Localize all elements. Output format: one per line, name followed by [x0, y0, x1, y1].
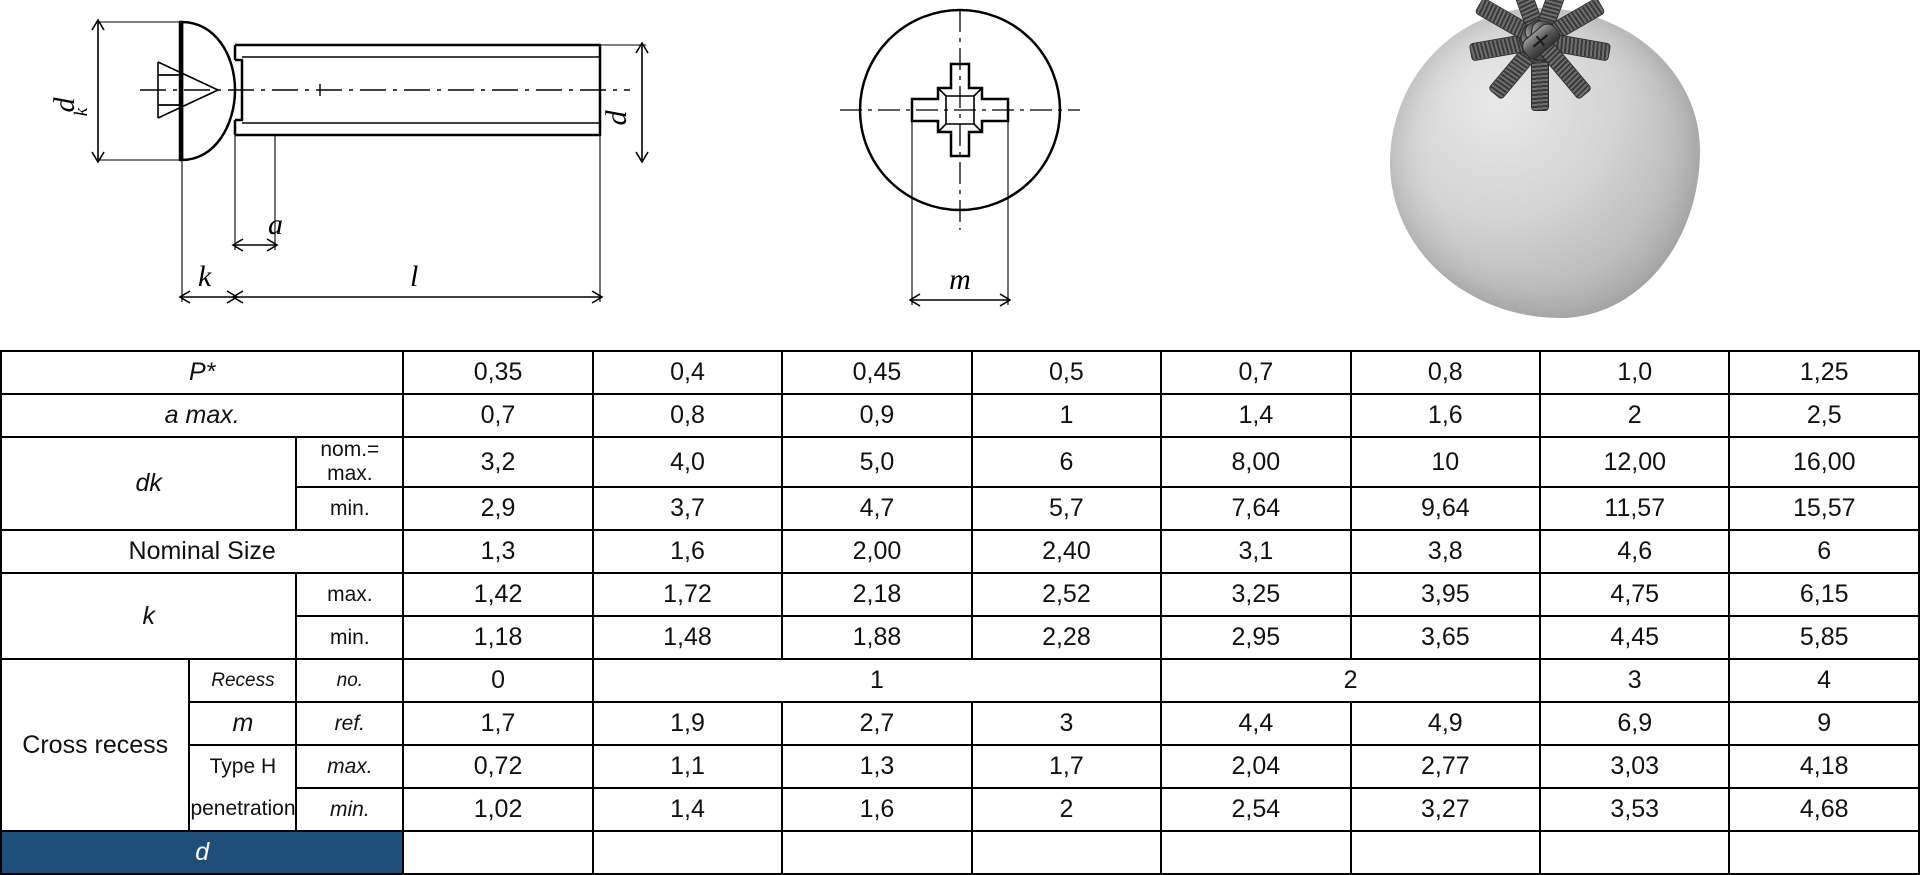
- cell-dknom-5: 10: [1351, 437, 1540, 487]
- cell-d-7: M8: [1729, 831, 1919, 874]
- cell-typehmax-3: 1,7: [972, 745, 1161, 788]
- cell-dkmin-0: 2,9: [403, 487, 592, 530]
- cell-amax-7: 2,5: [1729, 394, 1919, 437]
- table-row-d: [1, 831, 1919, 874]
- cell-recessno-1: 1: [593, 659, 1161, 702]
- cell-pitch-3: 0,5: [972, 351, 1161, 394]
- svg-text:d: d: [600, 110, 633, 126]
- cell-kmin-5: 3,65: [1351, 616, 1540, 659]
- cell-mref-6: 6,9: [1540, 702, 1729, 745]
- cell-dkmin-4: 7,64: [1161, 487, 1350, 530]
- row-label-m: m: [189, 702, 296, 745]
- cell-dknom-1: 4,0: [593, 437, 782, 487]
- cell-knom-2: 2,00: [782, 530, 971, 573]
- cell-d-4: M4: [1161, 831, 1350, 874]
- svg-text:k: k: [198, 260, 212, 293]
- table-row-dk-nom-max: [1, 437, 1919, 487]
- cell-pitch-1: 0,4: [593, 351, 782, 394]
- row-label-k-max: max.: [296, 573, 403, 616]
- row-label-type-h: Type H: [189, 745, 296, 788]
- cell-kmax-1: 1,72: [593, 573, 782, 616]
- cell-d-0: M1,6: [403, 831, 592, 874]
- cell-knom-4: 3,1: [1161, 530, 1350, 573]
- row-label-m-ref: ref.: [296, 702, 403, 745]
- cell-dknom-7: 16,00: [1729, 437, 1919, 487]
- table-row-k-max: [1, 573, 1919, 616]
- svg-text:m: m: [949, 263, 971, 296]
- cell-typehmin-0: 1,02: [403, 788, 592, 831]
- cell-knom-6: 4,6: [1540, 530, 1729, 573]
- cell-knom-7: 6: [1729, 530, 1919, 573]
- cell-knom-1: 1,6: [593, 530, 782, 573]
- cell-dknom-6: 12,00: [1540, 437, 1729, 487]
- cell-amax-4: 1,4: [1161, 394, 1350, 437]
- table-row-a-max: [1, 394, 1919, 437]
- cell-typehmin-7: 4,68: [1729, 788, 1919, 831]
- cell-dknom-2: 5,0: [782, 437, 971, 487]
- cell-mref-3: 3: [972, 702, 1161, 745]
- cell-kmin-4: 2,95: [1161, 616, 1350, 659]
- cell-kmin-1: 1,48: [593, 616, 782, 659]
- cell-kmin-0: 1,18: [403, 616, 592, 659]
- table-row-typeh-min: [1, 788, 1919, 831]
- cell-recessno-2: 2: [1161, 659, 1540, 702]
- cell-knom-0: 1,3: [403, 530, 592, 573]
- cell-typehmin-2: 1,6: [782, 788, 971, 831]
- cell-amax-0: 0,7: [403, 394, 592, 437]
- cell-d-5: M5: [1351, 831, 1540, 874]
- cell-typehmin-6: 3,53: [1540, 788, 1729, 831]
- row-label-dk-nom-max: nom.= max.: [296, 437, 403, 487]
- cell-mref-1: 1,9: [593, 702, 782, 745]
- cell-dkmin-5: 9,64: [1351, 487, 1540, 530]
- cell-pitch-2: 0,45: [782, 351, 971, 394]
- screws-photo: [1380, 0, 1720, 345]
- table-row-k-nominal: [1, 530, 1919, 573]
- row-label-d: d: [1, 831, 403, 874]
- cell-mref-2: 2,7: [782, 702, 971, 745]
- cell-typehmax-5: 2,77: [1351, 745, 1540, 788]
- row-label-a-max: a max.: [1, 394, 403, 437]
- cell-pitch-7: 1,25: [1729, 351, 1919, 394]
- cell-typehmax-0: 0,72: [403, 745, 592, 788]
- drawings-area: [0, 0, 1920, 350]
- row-label-penetration: penetration: [189, 788, 296, 831]
- cell-mref-0: 1,7: [403, 702, 592, 745]
- table-row-typeh-max: [1, 745, 1919, 788]
- cell-typehmax-1: 1,1: [593, 745, 782, 788]
- cell-typehmin-4: 2,54: [1161, 788, 1350, 831]
- row-label-recess-no: no.: [296, 659, 403, 702]
- cell-amax-5: 1,6: [1351, 394, 1540, 437]
- cell-dkmin-1: 3,7: [593, 487, 782, 530]
- cell-kmin-7: 5,85: [1729, 616, 1919, 659]
- row-label-k: k: [1, 573, 296, 659]
- cell-typehmin-3: 2: [972, 788, 1161, 831]
- cell-kmax-4: 3,25: [1161, 573, 1350, 616]
- cell-kmax-7: 6,15: [1729, 573, 1919, 616]
- svg-text:d: d: [48, 97, 81, 113]
- cell-kmin-3: 2,28: [972, 616, 1161, 659]
- cell-kmin-2: 1,88: [782, 616, 971, 659]
- row-label-recess: Recess: [189, 659, 296, 702]
- row-label-typeh-max: max.: [296, 745, 403, 788]
- cell-knom-5: 3,8: [1351, 530, 1540, 573]
- cell-typehmax-2: 1,3: [782, 745, 971, 788]
- row-label-dk: dk: [1, 437, 296, 530]
- cell-dkmin-3: 5,7: [972, 487, 1161, 530]
- row-label-k-nominal: Nominal Size: [1, 530, 403, 573]
- cell-pitch-0: 0,35: [403, 351, 592, 394]
- cell-amax-6: 2: [1540, 394, 1729, 437]
- row-label-k-min: min.: [296, 616, 403, 659]
- cell-amax-1: 0,8: [593, 394, 782, 437]
- cell-knom-3: 2,40: [972, 530, 1161, 573]
- table-row-recess-no: [1, 659, 1919, 702]
- cell-d-2: M2,5: [782, 831, 971, 874]
- cell-dknom-0: 3,2: [403, 437, 592, 487]
- cell-d-3: M3: [972, 831, 1161, 874]
- cell-kmax-6: 4,75: [1540, 573, 1729, 616]
- cell-dknom-3: 6: [972, 437, 1161, 487]
- pan-head-screw-side-view: [30, 0, 690, 345]
- cell-pitch-4: 0,7: [1161, 351, 1350, 394]
- cell-dknom-4: 8,00: [1161, 437, 1350, 487]
- cell-dkmin-2: 4,7: [782, 487, 971, 530]
- cell-mref-4: 4,4: [1161, 702, 1350, 745]
- cell-dkmin-6: 11,57: [1540, 487, 1729, 530]
- svg-text:k: k: [71, 107, 92, 117]
- row-label-pitch: P*: [1, 351, 403, 394]
- table-row-m-ref: [1, 702, 1919, 745]
- cell-kmax-3: 2,52: [972, 573, 1161, 616]
- cell-dkmin-7: 15,57: [1729, 487, 1919, 530]
- cell-d-6: M6: [1540, 831, 1729, 874]
- table-row-pitch: [1, 351, 1919, 394]
- cell-kmax-2: 2,18: [782, 573, 971, 616]
- cell-kmin-6: 4,45: [1540, 616, 1729, 659]
- cell-typehmin-5: 3,27: [1351, 788, 1540, 831]
- cell-mref-7: 9: [1729, 702, 1919, 745]
- cell-typehmax-6: 3,03: [1540, 745, 1729, 788]
- cell-recessno-0: 0: [403, 659, 592, 702]
- cell-kmax-5: 3,95: [1351, 573, 1540, 616]
- svg-text:l: l: [410, 260, 419, 293]
- row-label-typeh-min: min.: [296, 788, 403, 831]
- cell-mref-5: 4,9: [1351, 702, 1540, 745]
- cell-amax-3: 1: [972, 394, 1161, 437]
- cell-recessno-3: 3: [1540, 659, 1729, 702]
- cell-typehmax-4: 2,04: [1161, 745, 1350, 788]
- cross-recess-top-view: [820, 0, 1100, 345]
- cell-recessno-4: 4: [1729, 659, 1919, 702]
- cell-d-1: M2: [593, 831, 782, 874]
- cell-typehmax-7: 4,18: [1729, 745, 1919, 788]
- cell-kmax-0: 1,42: [403, 573, 592, 616]
- cell-pitch-5: 0,8: [1351, 351, 1540, 394]
- cell-pitch-6: 1,0: [1540, 351, 1729, 394]
- cell-amax-2: 0,9: [782, 394, 971, 437]
- specification-table: [0, 350, 1920, 875]
- row-label-dk-min: min.: [296, 487, 403, 530]
- spec-table: [0, 350, 1920, 875]
- row-label-cross-recess: Cross recess: [1, 659, 189, 831]
- cell-typehmin-1: 1,4: [593, 788, 782, 831]
- svg-text:a: a: [268, 208, 283, 241]
